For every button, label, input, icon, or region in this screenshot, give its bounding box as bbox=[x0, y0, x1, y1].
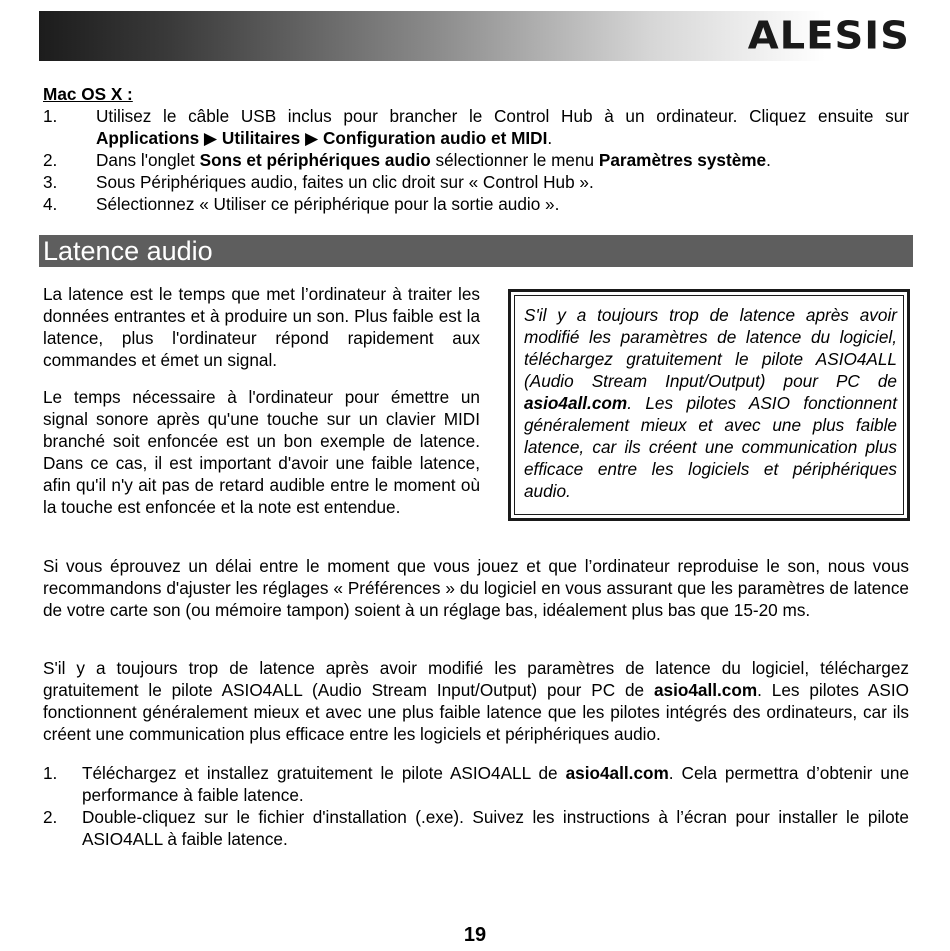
paragraph-3: Si vous éprouvez un délai entre le moment que vous jouez et que l’ordinateur reproduise le son, nous vous recommandons d'ajuster les réglages « Préférences » du logiciel en vous assurant que les paramètres de latence de votre carte son (ou mémoire tampon) soient à un réglage bas, idéalement plus bas que 15-20 ms. bbox=[43, 556, 909, 620]
menu-path: Applications ▶ Utilitaires ▶ Configuration audio et MIDI bbox=[96, 128, 548, 148]
alesis-logo: ALESIS bbox=[747, 14, 910, 58]
mac-os-section bbox=[43, 83, 909, 215]
page-number: 19 bbox=[463, 924, 487, 946]
list-item: 1. Téléchargez et installez gratuitement le pilote ASIO4ALL de asio4all.com. Cela permettra d’obtenir une performance à faible latence. bbox=[43, 763, 909, 805]
callout-box bbox=[508, 289, 910, 521]
list-item: 4. Sélectionnez « Utiliser ce périphérique pour la sortie audio ». bbox=[43, 194, 560, 214]
mac-os-steps bbox=[43, 105, 909, 215]
mac-os-title: Mac OS X : bbox=[43, 84, 133, 104]
left-column bbox=[43, 283, 480, 533]
list-item: 2. Dans l'onglet Sons et périphériques audio sélectionner le menu Paramètres système. bbox=[43, 150, 771, 170]
list-item: 3. Sous Périphériques audio, faites un clic droit sur « Control Hub ». bbox=[43, 172, 594, 192]
list-item: 2. Double-cliquez sur le fichier d'installation (.exe). Suivez les instructions à l’écran pour installer le pilote ASIO4ALL à faible latence. bbox=[43, 807, 909, 849]
paragraph-4: S'il y a toujours trop de latence après avoir modifié les paramètres de latence du logiciel, téléchargez gratuitement le pilote ASIO4ALL (Audio Stream Input/Output) pour PC de asio4all.com. Les pilotes ASIO fonctionnent généralement mieux et avec une plus faible latence que les pilotes intégrés des ordinateurs, car ils créent une communication plus efficace entre les logiciels et périphériques audio. bbox=[43, 658, 909, 744]
paragraph: La latence est le temps que met l’ordinateur à traiter les données entrantes et à produire un son. Plus faible est la latence, plus l'ordinateur répond rapidement aux commandes et émet un signal. bbox=[43, 284, 480, 370]
asio4all-link-text: asio4all.com bbox=[524, 393, 628, 413]
install-steps bbox=[43, 762, 909, 850]
section-title: Latence audio bbox=[43, 236, 213, 266]
list-item: 1. Utilisez le câble USB inclus pour brancher le Control Hub à un ordinateur. Cliquez ensuite sur Applications ▶ Utilitaires ▶ Configuration audio et MIDI. bbox=[43, 106, 909, 148]
section-header-bar bbox=[39, 235, 913, 267]
callout-text: S'il y a toujours trop de latence après avoir modifié les paramètres de latence du logiciel, téléchargez gratuitement le pilote ASIO4ALL (Audio Stream Input/Output) pour PC de asio4all.com. Les pilotes ASIO fonctionnent généralement mieux et avec une plus faible latence, car ils créent une communication plus efficace entre les logiciels et périphériques audio. bbox=[524, 305, 897, 501]
paragraph: Le temps nécessaire à l'ordinateur pour émettre un signal sonore après qu'une touche sur un clavier MIDI branché soit enfoncée est un bon exemple de latence. Dans ce cas, il est important d'avoir une faible latence, afin qu'il n'y ait pas de retard audible entre le moment où la touche est enfoncée et la note est entendue. bbox=[43, 387, 480, 517]
